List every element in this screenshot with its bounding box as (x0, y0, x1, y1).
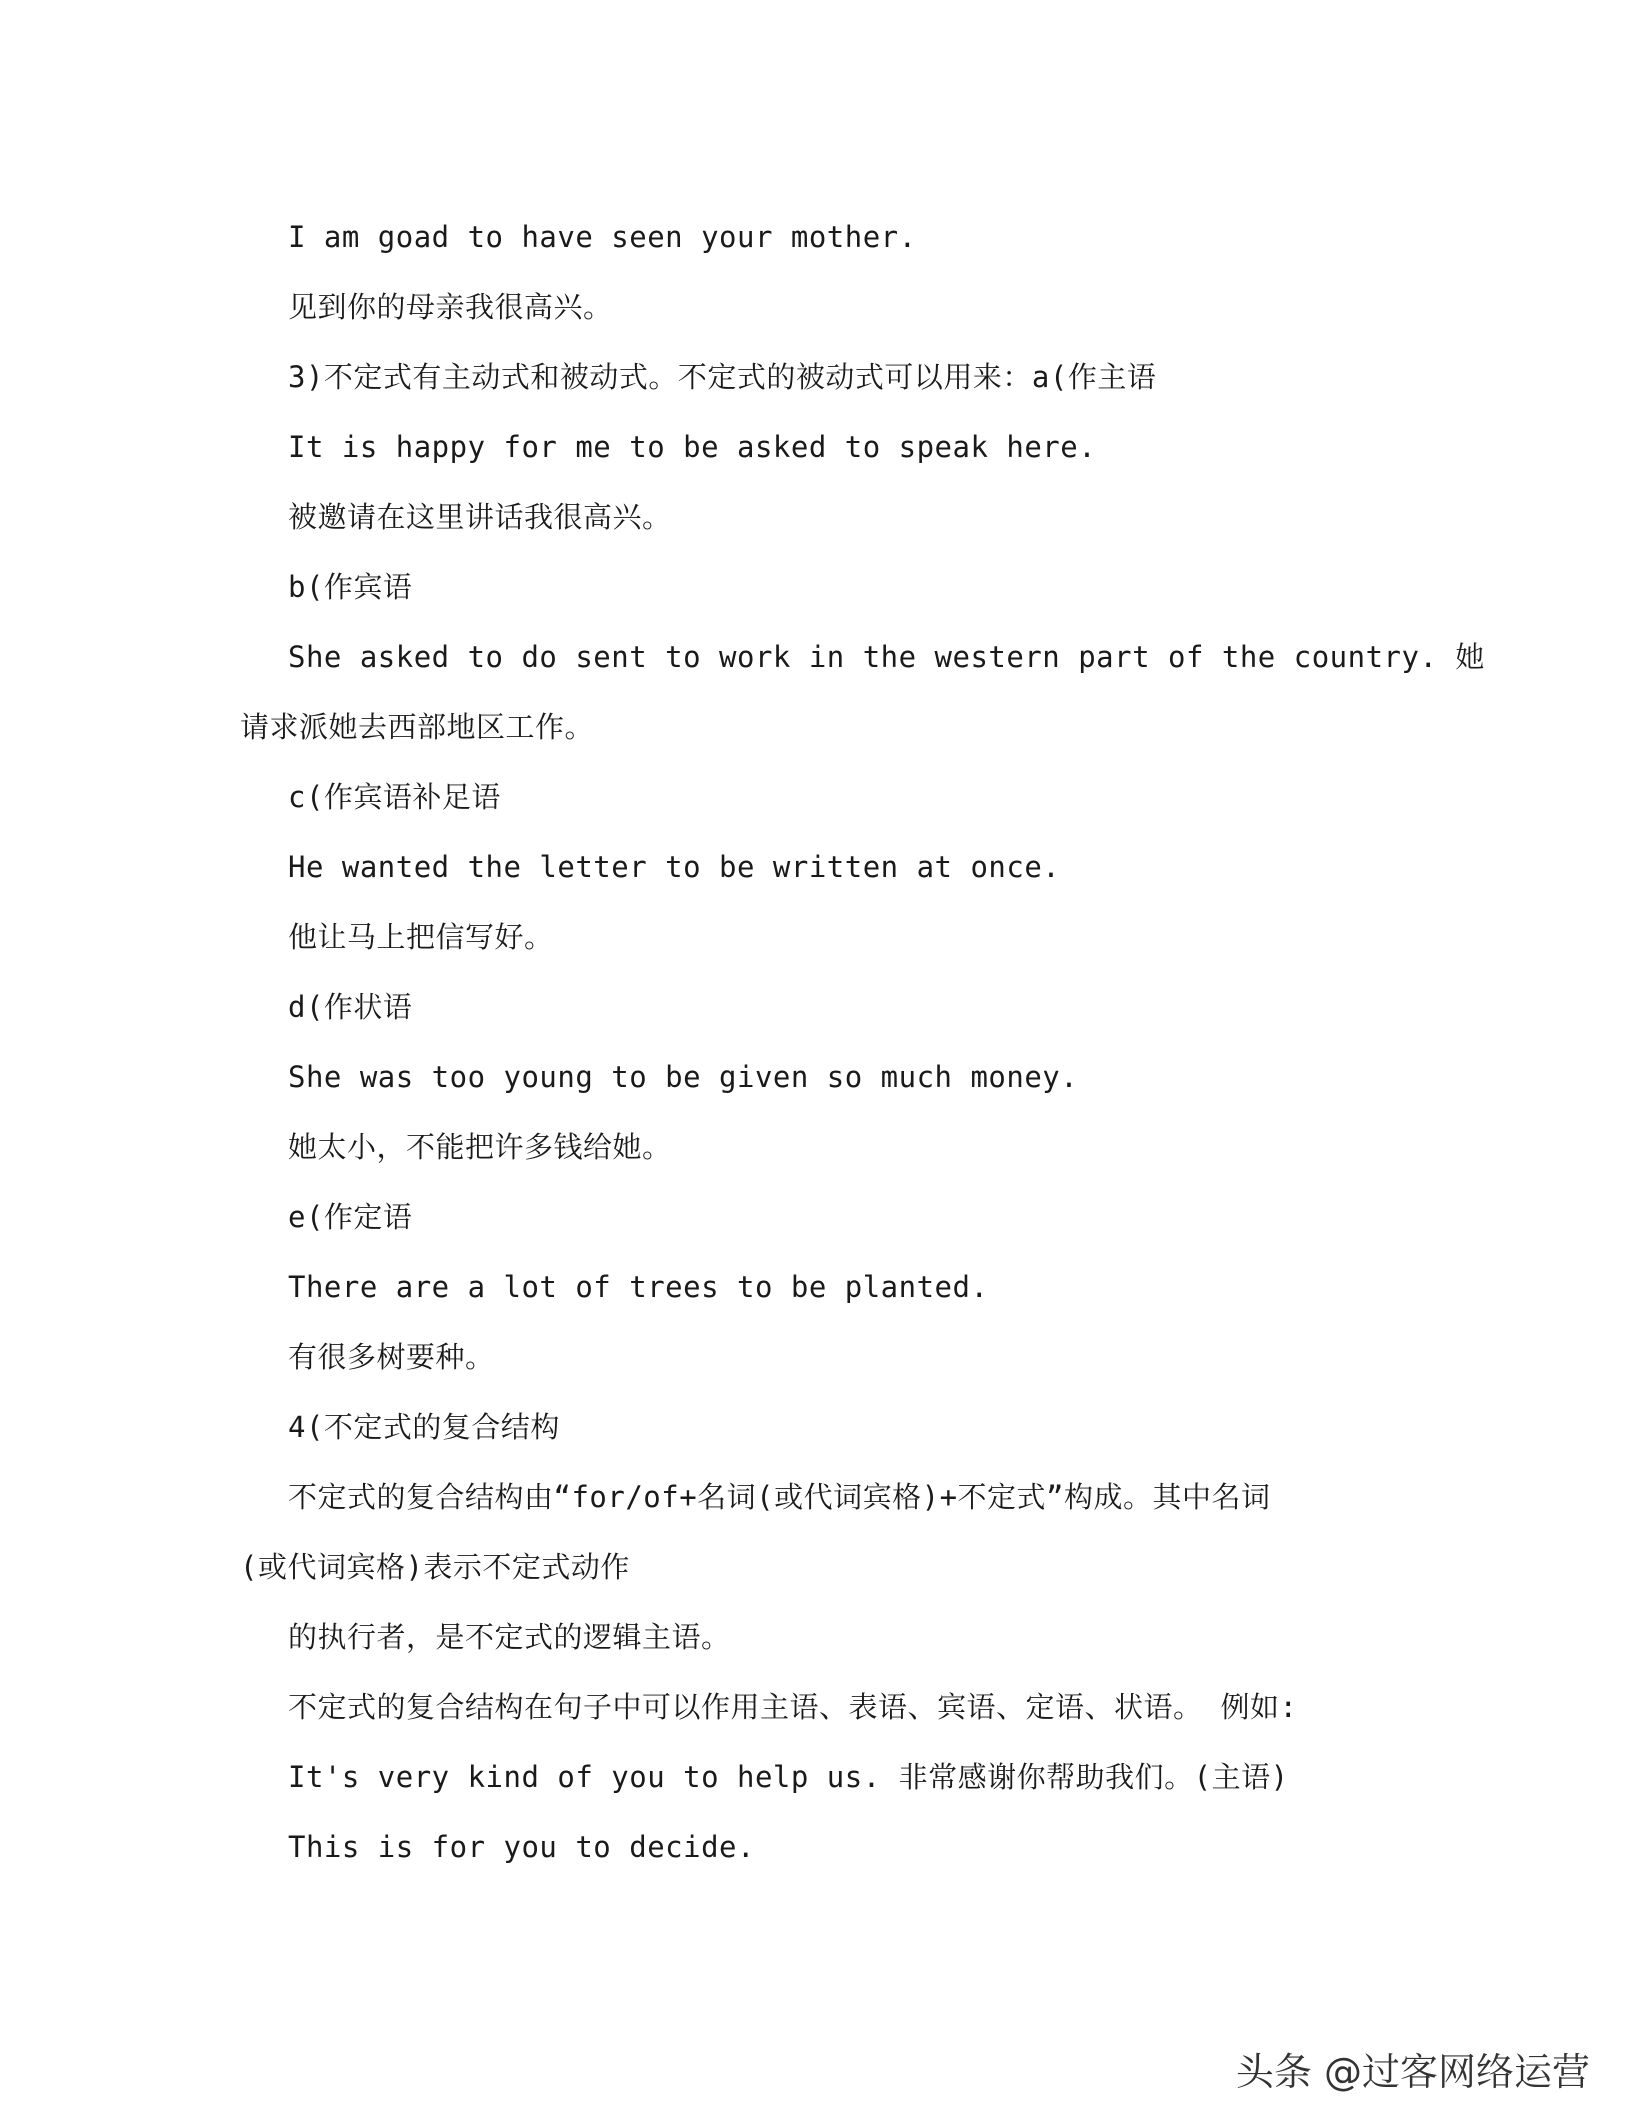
watermark: 头条 @过客网络运营 (1235, 2050, 1590, 2094)
text-line: 她太小，不能把许多钱给她。 (288, 1130, 672, 1164)
text-line: c(作宾语补足语 (288, 780, 501, 814)
text-line: He wanted the letter to be written at once. (288, 850, 1061, 884)
text-line: d(作状语 (288, 990, 413, 1024)
text-line: e(作定语 (288, 1200, 413, 1234)
text-line: There are a lot of trees to be planted. (288, 1270, 989, 1304)
text-line: I am goad to have seen your mother. (288, 220, 917, 254)
text-line: She was too young to be given so much money. (288, 1060, 1079, 1094)
text-line: 3)不定式有主动式和被动式。不定式的被动式可以用来：a(作主语 (288, 360, 1157, 394)
text-line: 他让马上把信写好。 (288, 920, 554, 954)
text-line: It is happy for me to be asked to speak here. (288, 430, 1097, 464)
text-line: She asked to do sent to work in the western part of the country. 她 (288, 640, 1485, 674)
text-line: 不定式的复合结构由“for/of+名词(或代词宾格)+不定式”构成。其中名词 (288, 1480, 1271, 1514)
text-line: 请求派她去西部地区工作。 (240, 710, 595, 744)
text-line: It's very kind of you to help us. 非常感谢你帮助我们。(主语) (288, 1760, 1289, 1794)
text-line: 有很多树要种。 (288, 1340, 495, 1374)
text-line: 不定式的复合结构在句子中可以作用主语、表语、宾语、定语、状语。 例如: (288, 1690, 1298, 1724)
text-line: (或代词宾格)表示不定式动作 (240, 1550, 630, 1584)
text-line: This is for you to decide. (288, 1830, 755, 1864)
text-line: 的执行者，是不定式的逻辑主语。 (288, 1620, 731, 1654)
text-line: 见到你的母亲我很高兴。 (288, 290, 613, 324)
text-line: 4(不定式的复合结构 (288, 1410, 560, 1444)
text-line: 被邀请在这里讲话我很高兴。 (288, 500, 672, 534)
text-line: b(作宾语 (288, 570, 413, 604)
